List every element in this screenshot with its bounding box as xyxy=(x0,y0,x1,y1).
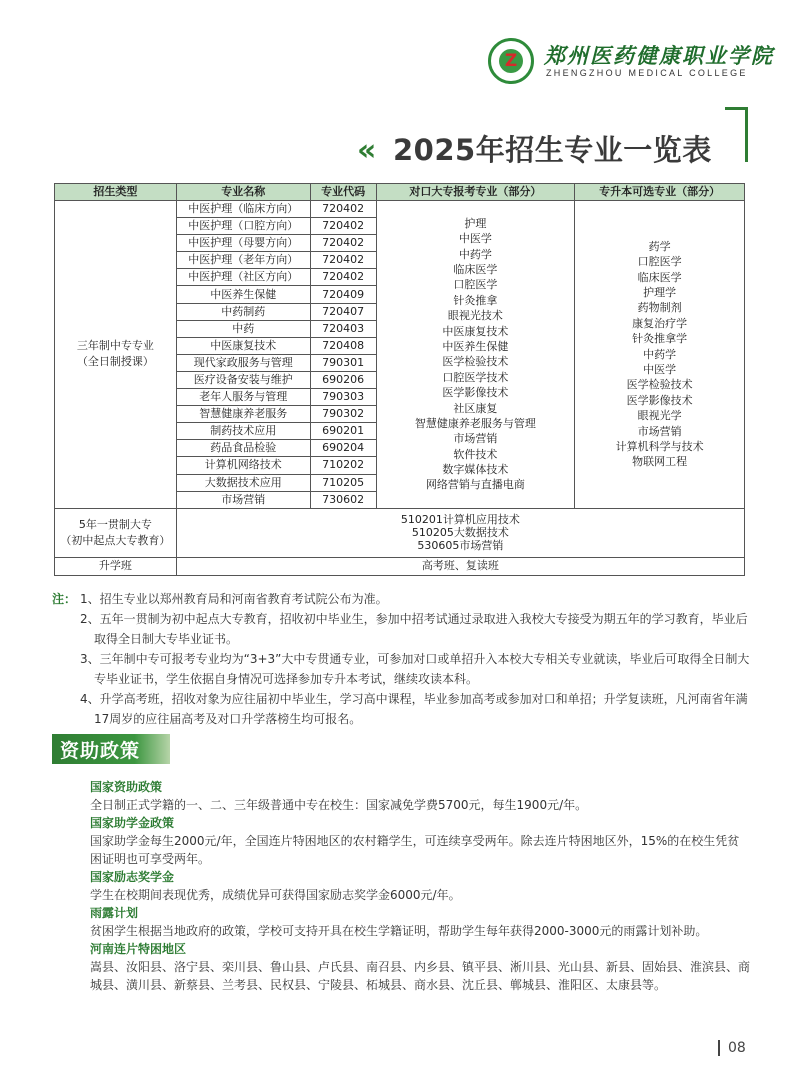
major-name-cell: 中医护理（老年方向） xyxy=(176,252,310,269)
note-item: 3、三年制中专可报考专业均为“3+3”大中专贯通专业，可参加对口或单招升入本校大专相关专业就读，毕业后可取得全日制大专毕业证书，学生依据自身情况可选择参加专升本考试，继续攻读本科。 xyxy=(80,652,750,686)
header-cell: 专业名称 xyxy=(176,184,310,201)
major-name-cell: 中医康复技术 xyxy=(176,337,310,354)
list-item: 市场营销 xyxy=(453,432,498,446)
aid-block xyxy=(90,814,750,868)
aid-heading: 国家资助政策 xyxy=(90,780,163,794)
upgrade-class-cell: 高考班、复读班 xyxy=(176,557,744,575)
list-item: 医学影像技术 xyxy=(442,386,509,400)
major-name-cell: 智慧健康养老服务 xyxy=(176,406,310,423)
college-name-en: ZHENGZHOU MEDICAL COLLEGE xyxy=(546,68,748,78)
major-name-cell: 中医护理（母婴方向） xyxy=(176,235,310,252)
list-item: 物联网工程 xyxy=(632,455,688,469)
table-row xyxy=(55,557,745,575)
table-row xyxy=(55,201,745,218)
list-item: 数字媒体技术 xyxy=(442,463,509,477)
list-item: 口腔医学技术 xyxy=(442,370,509,384)
list-item: 口腔医学 xyxy=(453,278,498,292)
major-name-cell: 大数据技术应用 xyxy=(176,474,310,491)
major-code-cell: 720402 xyxy=(310,252,376,269)
college-logo-block xyxy=(488,38,788,88)
aid-block xyxy=(90,868,750,904)
major-name-cell: 现代家政服务与管理 xyxy=(176,354,310,371)
list-item: 计算机科学与技术 xyxy=(615,439,704,453)
header-cell: 专业代码 xyxy=(310,184,376,201)
notes-section xyxy=(52,589,752,729)
major-name-cell: 中医护理（临床方向） xyxy=(176,201,310,218)
list-item: 针灸推拿 xyxy=(453,293,498,307)
major-code-cell: 690206 xyxy=(310,371,376,388)
major-code-cell: 730602 xyxy=(310,491,376,508)
major-code-cell: 790303 xyxy=(310,389,376,406)
list-item: 智慧健康养老服务与管理 xyxy=(414,416,536,430)
list-item: 社区康复 xyxy=(453,401,498,415)
major-code-cell: 710205 xyxy=(310,474,376,491)
major-name-cell: 中医养生保健 xyxy=(176,286,310,303)
major-name-cell: 中药 xyxy=(176,320,310,337)
list-item: 软件技术 xyxy=(453,447,498,461)
list-item: 中药学 xyxy=(458,247,492,261)
major-code-cell: 720402 xyxy=(310,201,376,218)
note-item: 4、升学高考班，招收对象为应往届初中毕业生，学习高中课程，毕业参加高考或参加对口和单招；升学复读班，凡河南省年满17周岁的应往届高考及对口升学落榜生均可报名。 xyxy=(80,692,748,726)
title-bracket-decoration xyxy=(725,107,748,162)
aid-heading: 雨露计划 xyxy=(90,906,139,920)
list-item: 530605市场营销 xyxy=(417,539,504,553)
list-item: 康复治疗学 xyxy=(632,316,688,330)
list-item: 510201计算机应用技术 xyxy=(400,513,520,527)
list-item: 针灸推拿学 xyxy=(632,332,688,346)
list-item: 网络营销与直播电商 xyxy=(425,478,525,492)
major-code-cell: 690204 xyxy=(310,440,376,457)
major-name-cell: 医疗设备安装与维护 xyxy=(176,371,310,388)
college-emblem-icon: Z xyxy=(488,38,534,84)
list-item: 口腔医学 xyxy=(637,255,682,269)
aid-block xyxy=(90,904,750,940)
enroll-type-cell: 5年一贯制大专 （初中起点大专教育） xyxy=(55,508,177,557)
major-name-cell: 市场营销 xyxy=(176,491,310,508)
page-number: 08 xyxy=(718,1040,746,1056)
list-item: 护理 xyxy=(464,216,487,230)
aid-body: 学生在校期间表现优秀，成绩优异可获得国家励志奖学金6000元/年。 xyxy=(90,888,461,902)
list-item: 药物制剂 xyxy=(637,301,682,315)
enroll-type-cell: 升学班 xyxy=(55,557,177,575)
aid-heading: 国家助学金政策 xyxy=(90,816,175,830)
aid-block xyxy=(90,940,750,994)
list-item: 中药学 xyxy=(643,347,677,361)
table-header-row xyxy=(55,184,745,201)
aid-heading: 国家励志奖学金 xyxy=(90,870,175,884)
major-code-cell: 720402 xyxy=(310,269,376,286)
major-name-cell: 计算机网络技术 xyxy=(176,457,310,474)
list-item: 中医学 xyxy=(458,232,492,246)
notes-label: 注： xyxy=(52,592,77,606)
header-cell: 招生类型 xyxy=(55,184,177,201)
list-item: 眼视光学 xyxy=(637,409,682,423)
list-item: 临床医学 xyxy=(453,263,498,276)
major-name-cell: 药品食品检验 xyxy=(176,440,310,457)
page-title: 2025年招生专业一览表 xyxy=(393,133,712,167)
major-name-cell: 中医护理（口腔方向） xyxy=(176,218,310,235)
aid-body: 嵩县、汝阳县、洛宁县、栾川县、鲁山县、卢氏县、南召县、内乡县、镇平县、淅川县、光山县、新县、固始县、淮滨县、商城县、潢川县、新蔡县、兰考县、民权县、宁陵县、柘城县、商水县、沈丘县、郸城县、淮阳区、太康县等。 xyxy=(90,960,751,992)
aid-policy-list xyxy=(90,778,750,994)
major-code-cell: 720402 xyxy=(310,235,376,252)
section-title: 资助政策 xyxy=(60,740,141,762)
aid-block xyxy=(90,778,750,814)
major-name-cell: 中药制药 xyxy=(176,303,310,320)
list-item: 市场营销 xyxy=(637,424,682,438)
list-item: 中医康复技术 xyxy=(442,324,509,338)
note-item: 2、五年一贯制为初中起点大专教育，招收初中毕业生，参加中招考试通过录取进入我校大专接受为期五年的学习教育，毕业后取得全日制大专毕业证书。 xyxy=(80,612,748,646)
list-item: 510205大数据技术 xyxy=(411,526,509,540)
enrollment-table xyxy=(54,183,745,576)
dazhuan-majors-cell xyxy=(376,201,575,509)
major-code-cell: 720409 xyxy=(310,286,376,303)
major-code-cell: 790301 xyxy=(310,354,376,371)
list-item: 药学 xyxy=(648,239,671,253)
aid-heading: 河南连片特困地区 xyxy=(90,942,187,956)
major-code-cell: 720407 xyxy=(310,303,376,320)
list-item: 护理学 xyxy=(643,286,677,300)
list-item: 眼视光技术 xyxy=(447,309,503,323)
aid-body: 贫困学生根据当地政府的政策，学校可支持开具在校生学籍证明，帮助学生每年获得2000-3000元的雨露计划补助。 xyxy=(90,924,708,938)
major-code-cell: 690201 xyxy=(310,423,376,440)
list-item: 中医养生保健 xyxy=(442,339,509,353)
major-code-cell: 720403 xyxy=(310,320,376,337)
major-code-cell: 720402 xyxy=(310,218,376,235)
list-item: 医学检验技术 xyxy=(442,355,509,369)
aid-body: 国家助学金每生2000元/年，全国连片特困地区的农村籍学生，可连续享受两年。除去连片特困地区外，15%的在校生凭贫困证明也可享受两年。 xyxy=(90,834,740,866)
list-item: 中医学 xyxy=(643,363,677,377)
zhuanshengben-majors-cell xyxy=(575,201,745,509)
major-code-cell: 790302 xyxy=(310,406,376,423)
list-item: 医学检验技术 xyxy=(626,378,693,392)
major-name-cell: 制药技术应用 xyxy=(176,423,310,440)
aid-body: 全日制正式学籍的一、二、三年级普通中专在校生：国家减免学费5700元，每生1900元/年。 xyxy=(90,798,588,812)
note-item: 1、招生专业以郑州教育局和河南省教育考试院公布为准。 xyxy=(80,592,388,606)
table-row xyxy=(55,508,745,557)
major-code-cell: 710202 xyxy=(310,457,376,474)
header-cell: 对口大专报考专业（部分） xyxy=(376,184,575,201)
college-name-cn: 郑州医药健康职业学院 xyxy=(544,43,774,68)
five-year-majors-cell xyxy=(176,508,744,557)
list-item: 临床医学 xyxy=(637,270,682,284)
major-name-cell: 老年人服务与管理 xyxy=(176,389,310,406)
major-code-cell: 720408 xyxy=(310,337,376,354)
header-cell: 专升本可选专业（部分） xyxy=(575,184,745,201)
enroll-type-cell: 三年制中专专业 （全日制授课） xyxy=(55,201,177,509)
double-chevron-icon: « xyxy=(357,133,377,168)
list-item: 医学影像技术 xyxy=(626,393,693,407)
major-name-cell: 中医护理（社区方向） xyxy=(176,269,310,286)
